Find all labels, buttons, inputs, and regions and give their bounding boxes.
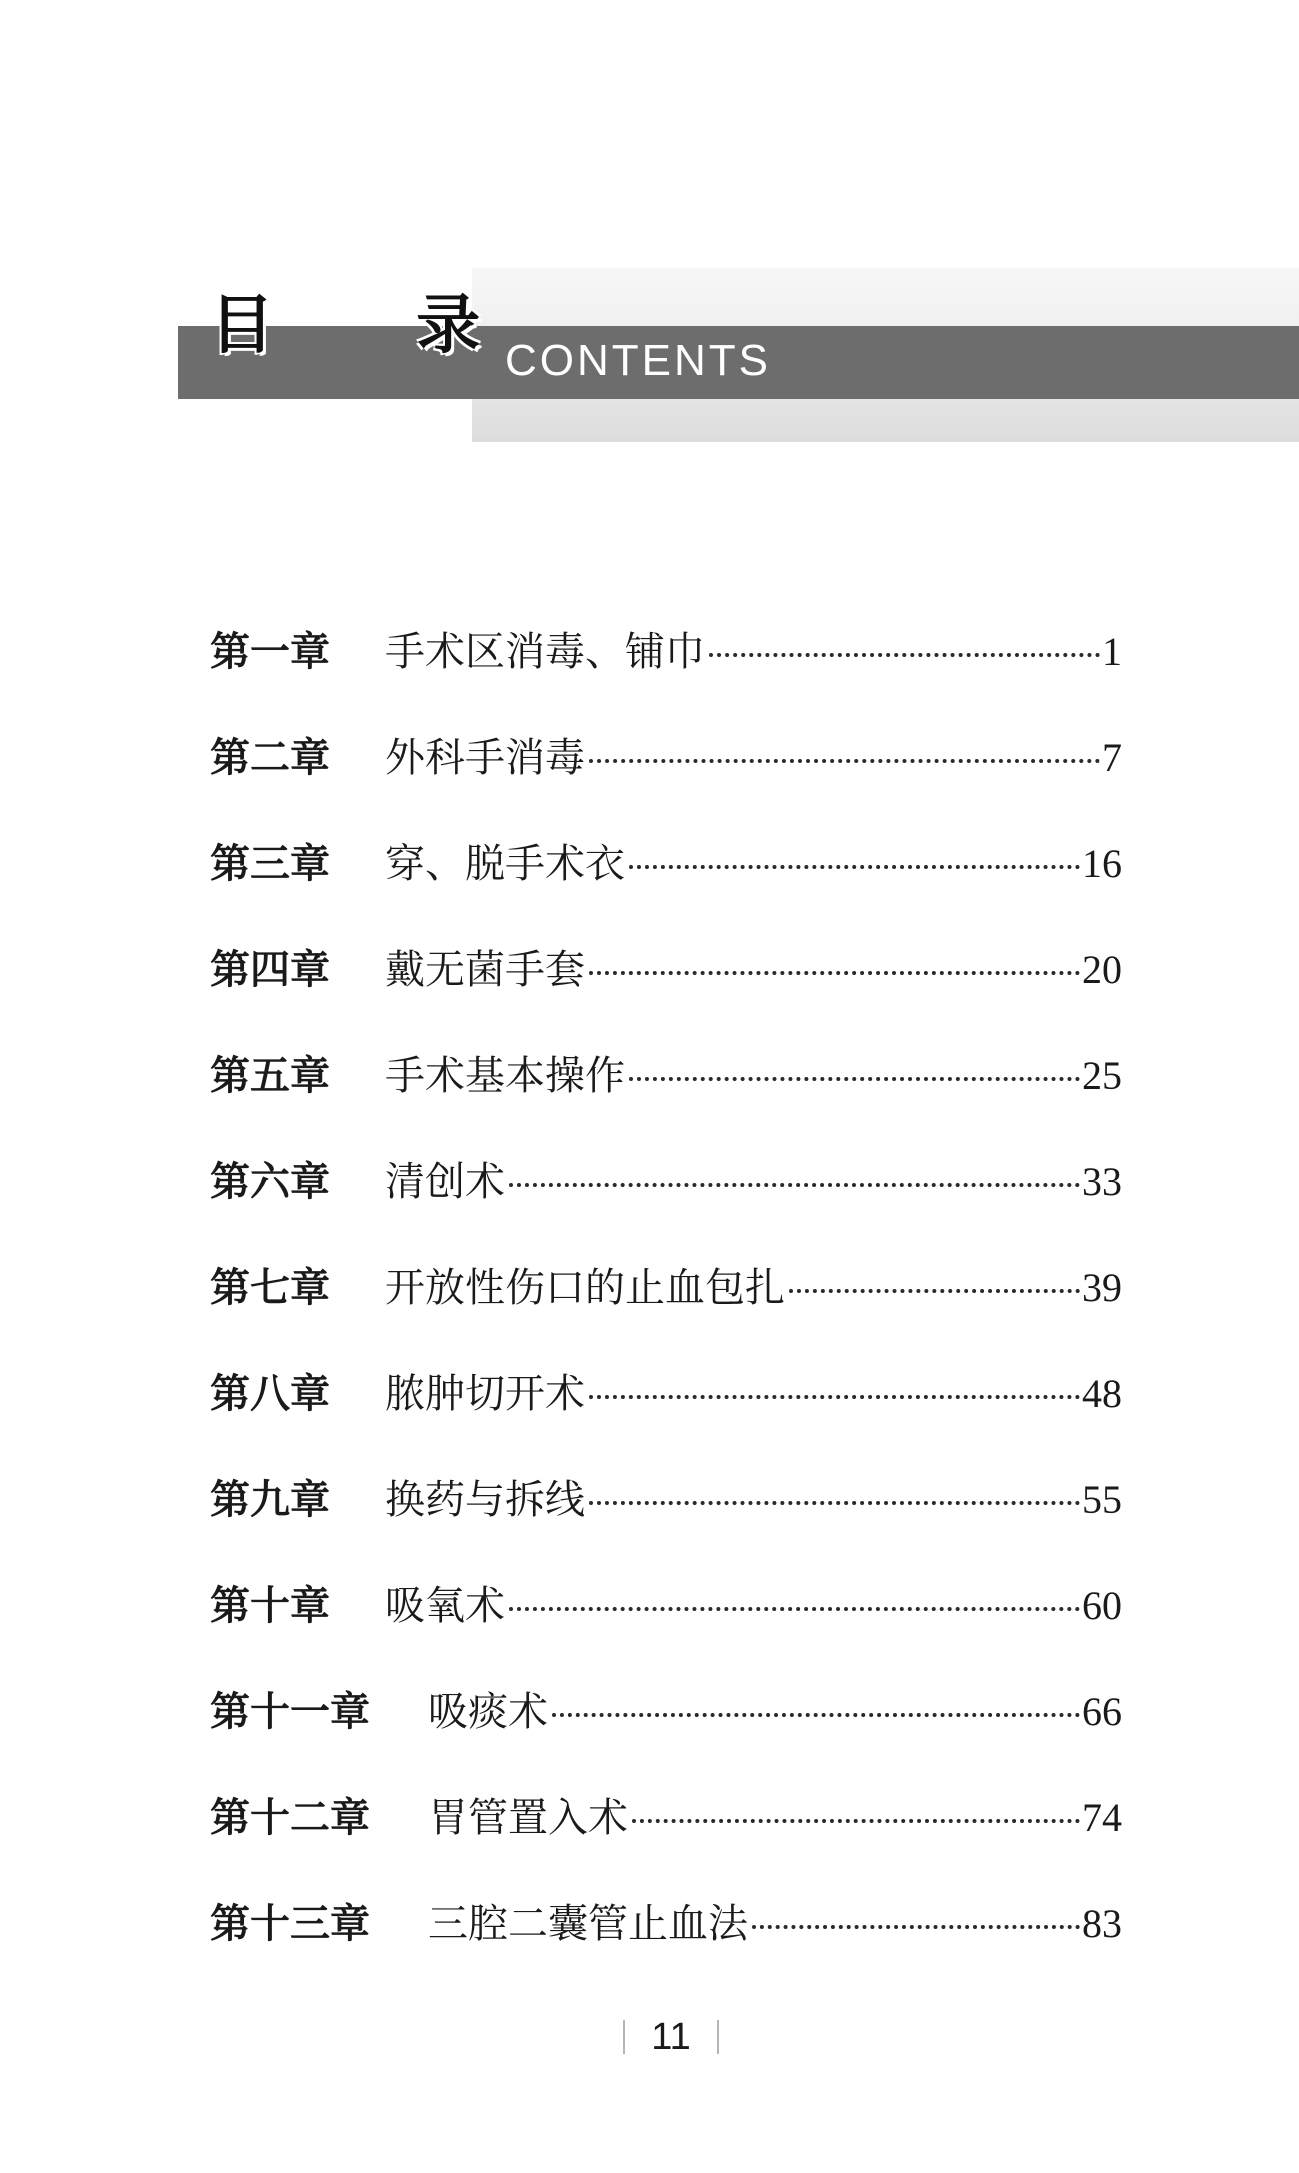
toc-entry-7[interactable] xyxy=(210,1258,1122,1364)
toc-entry-4[interactable] xyxy=(210,940,1122,1046)
toc-chapter-title: 手术区消毒、铺巾 xyxy=(385,629,705,675)
toc-dot-leader xyxy=(789,1289,1080,1293)
page-title: 目 录 xyxy=(210,289,541,363)
toc-page-number: 74 xyxy=(1082,1795,1122,1840)
toc-chapter-label: 第五章 xyxy=(210,1053,330,1099)
toc-dot-leader xyxy=(709,653,1100,657)
toc-entry-13[interactable] xyxy=(210,1894,1122,2000)
toc-page-number: 1 xyxy=(1102,629,1122,674)
toc-entry-8[interactable] xyxy=(210,1364,1122,1470)
toc-chapter-label: 第六章 xyxy=(210,1159,330,1205)
toc-page-number: 16 xyxy=(1082,841,1122,886)
toc-chapter-label: 第一章 xyxy=(210,629,330,675)
toc-chapter-title: 戴无菌手套 xyxy=(385,947,585,993)
toc-entry-9[interactable] xyxy=(210,1470,1122,1576)
toc-chapter-title: 三腔二囊管止血法 xyxy=(428,1901,748,1947)
page-number: 11 xyxy=(651,2015,691,2058)
toc-chapter-label: 第七章 xyxy=(210,1265,330,1311)
toc-chapter-title: 换药与拆线 xyxy=(385,1477,585,1523)
toc-page-number: 7 xyxy=(1102,735,1122,780)
toc-chapter-label: 第九章 xyxy=(210,1477,330,1523)
toc-page-number: 55 xyxy=(1082,1477,1122,1522)
toc-dot-leader xyxy=(752,1925,1080,1929)
toc-entry-12[interactable] xyxy=(210,1788,1122,1894)
toc-chapter-label: 第十一章 xyxy=(210,1689,370,1735)
toc-chapter-label: 第十二章 xyxy=(210,1795,370,1841)
toc-dot-leader xyxy=(552,1713,1080,1717)
toc-dot-leader xyxy=(589,1501,1080,1505)
toc-chapter-label: 第十章 xyxy=(210,1583,330,1629)
page-subtitle: CONTENTS xyxy=(505,336,771,385)
toc-entry-1[interactable] xyxy=(210,622,1122,728)
toc-chapter-title: 清创术 xyxy=(385,1159,505,1205)
toc-entry-6[interactable] xyxy=(210,1152,1122,1258)
toc-dot-leader xyxy=(589,759,1100,763)
toc-chapter-title: 穿、脱手术衣 xyxy=(385,841,625,887)
page-footer xyxy=(0,2010,1299,2062)
toc-chapter-title: 吸氧术 xyxy=(385,1583,505,1629)
toc-chapter-title: 手术基本操作 xyxy=(385,1053,625,1099)
toc-dot-leader xyxy=(629,865,1080,869)
toc-chapter-label: 第十三章 xyxy=(210,1901,370,1947)
toc-chapter-label: 第四章 xyxy=(210,947,330,993)
toc-page-number: 60 xyxy=(1082,1583,1122,1628)
footer-divider-right xyxy=(717,2020,719,2054)
toc-chapter-title: 外科手消毒 xyxy=(385,735,585,781)
toc-page-number: 33 xyxy=(1082,1159,1122,1204)
toc-dot-leader xyxy=(509,1183,1080,1187)
toc-chapter-label: 第八章 xyxy=(210,1371,330,1417)
table-of-contents xyxy=(210,622,1122,2000)
toc-chapter-title: 脓肿切开术 xyxy=(385,1371,585,1417)
toc-chapter-label: 第三章 xyxy=(210,841,330,887)
toc-page-number: 25 xyxy=(1082,1053,1122,1098)
toc-dot-leader xyxy=(589,971,1080,975)
toc-entry-10[interactable] xyxy=(210,1576,1122,1682)
toc-page-number: 20 xyxy=(1082,947,1122,992)
toc-dot-leader xyxy=(632,1819,1080,1823)
toc-entry-5[interactable] xyxy=(210,1046,1122,1152)
toc-chapter-label: 第二章 xyxy=(210,735,330,781)
toc-entry-2[interactable] xyxy=(210,728,1122,834)
toc-page-number: 66 xyxy=(1082,1689,1122,1734)
toc-dot-leader xyxy=(589,1395,1080,1399)
toc-chapter-title: 胃管置入术 xyxy=(428,1795,628,1841)
toc-entry-3[interactable] xyxy=(210,834,1122,940)
toc-dot-leader xyxy=(629,1077,1080,1081)
toc-entry-11[interactable] xyxy=(210,1682,1122,1788)
toc-page-number: 39 xyxy=(1082,1265,1122,1310)
toc-dot-leader xyxy=(509,1607,1080,1611)
footer-divider-left xyxy=(623,2020,625,2054)
toc-page-number: 83 xyxy=(1082,1901,1122,1946)
toc-chapter-title: 吸痰术 xyxy=(428,1689,548,1735)
toc-page-number: 48 xyxy=(1082,1371,1122,1416)
toc-chapter-title: 开放性伤口的止血包扎 xyxy=(385,1265,785,1311)
